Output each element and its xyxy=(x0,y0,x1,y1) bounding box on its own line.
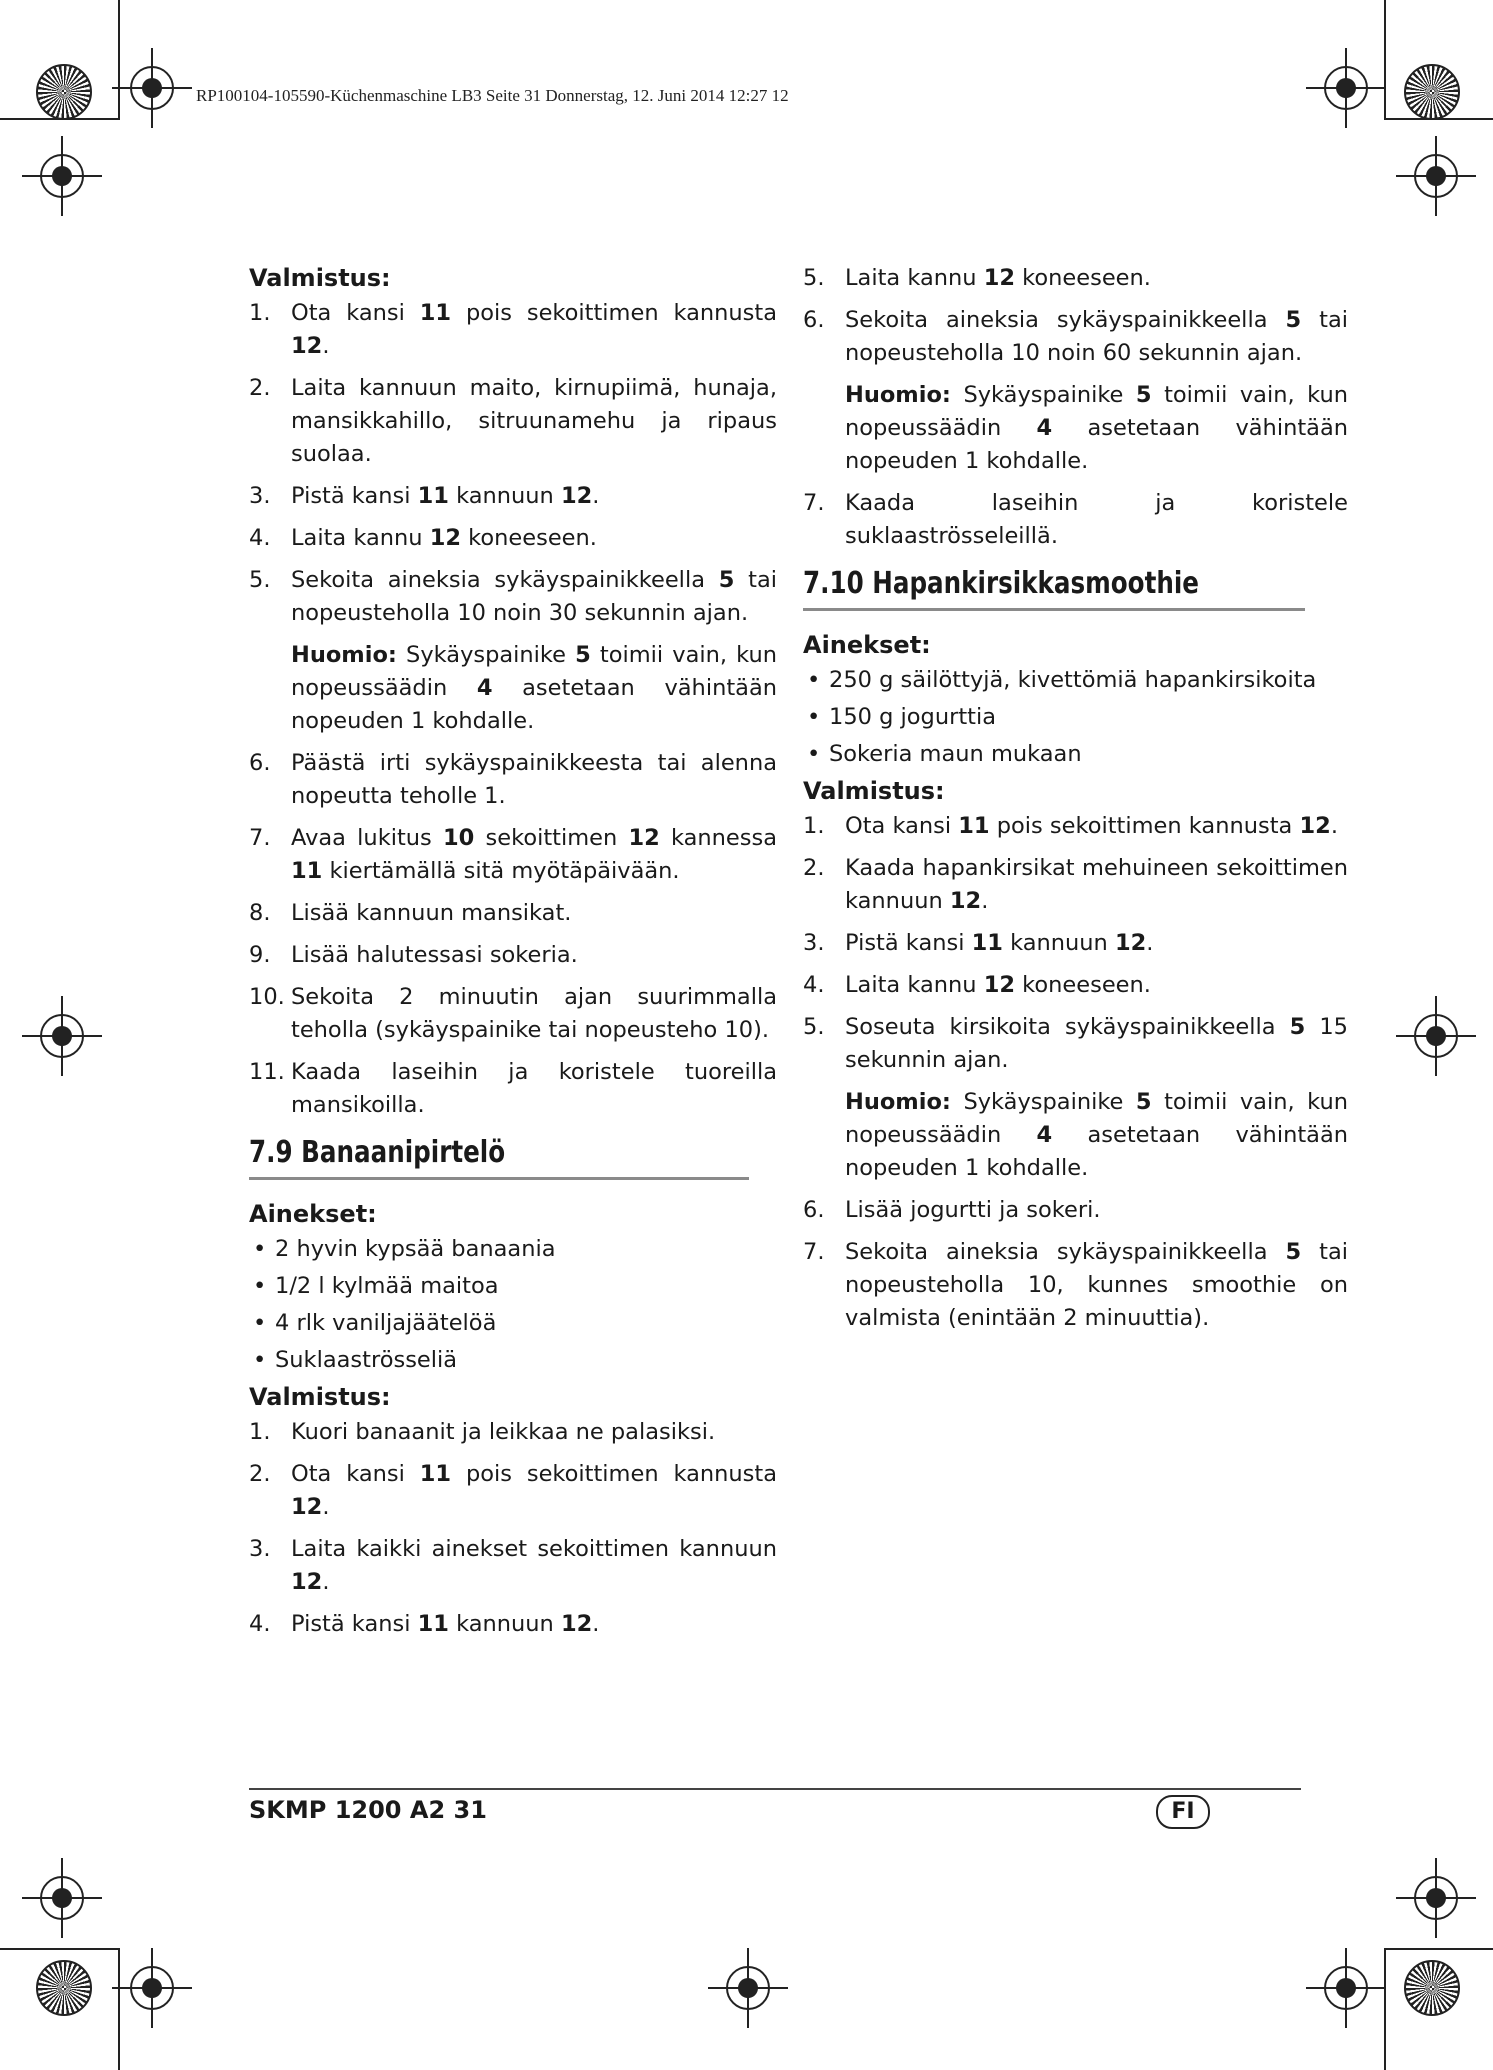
crop-mark xyxy=(0,1948,120,1950)
list-item: • 150 g jogurttia xyxy=(803,701,1348,734)
crop-mark xyxy=(118,0,120,120)
list-item: • 4 rlk vaniljajäätelöä xyxy=(249,1307,777,1340)
steps-list xyxy=(803,810,1348,1077)
step-number: 11. xyxy=(249,1059,285,1085)
step-number: 4. xyxy=(249,1611,271,1637)
note-text: Sykäyspainike 5 toimii vain, kun nopeussäädin 4 asetetaan vähintään nopeuden 1 kohdalle. xyxy=(845,382,1348,474)
step-text: Pistä kansi 11 kannuun 12. xyxy=(291,483,600,509)
step-number: 2. xyxy=(249,375,271,401)
steps-list xyxy=(803,1194,1348,1335)
step-number: 1. xyxy=(803,813,825,839)
list-item xyxy=(249,822,777,888)
left-column xyxy=(249,262,777,1650)
steps-list xyxy=(249,1416,777,1641)
list-item xyxy=(249,1416,777,1449)
step-number: 8. xyxy=(249,900,271,926)
step-number: 7. xyxy=(249,825,271,851)
step-number: 1. xyxy=(249,1419,271,1445)
list-item: • 1/2 l kylmää maitoa xyxy=(249,1270,777,1303)
section-title: 7.10 Hapankirsikkasmoothie xyxy=(803,566,1199,601)
starburst-mark-icon xyxy=(1404,1960,1460,2016)
ingredients-list xyxy=(249,1233,777,1377)
list-item: • Suklaaströsseliä xyxy=(249,1344,777,1377)
step-text: Kaada hapankirsikat mehuineen sekoittimen kannuun 12. xyxy=(845,855,1348,914)
list-item xyxy=(249,1056,777,1122)
step-number: 5. xyxy=(803,265,825,291)
step-text: Laita kannu 12 koneeseen. xyxy=(845,265,1151,291)
step-text: Ota kansi 11 pois sekoittimen kannusta 12. xyxy=(845,813,1338,839)
registration-mark-icon xyxy=(1324,1966,1368,2010)
list-item xyxy=(803,927,1348,960)
list-item xyxy=(249,747,777,813)
step-number: 3. xyxy=(249,483,271,509)
note xyxy=(249,639,777,738)
step-number: 6. xyxy=(803,307,825,333)
step-text: Sekoita 2 minuutin ajan suurimmalla teholla (sykäyspainike tai nopeusteho 10). xyxy=(291,984,777,1043)
list-item xyxy=(803,1011,1348,1077)
step-text: Kaada laseihin ja koristele tuoreilla mansikoilla. xyxy=(291,1059,777,1118)
list-item xyxy=(249,297,777,363)
ainekset-heading: Ainekset: xyxy=(249,1200,377,1228)
step-text: Lisää jogurtti ja sokeri. xyxy=(845,1197,1101,1223)
step-number: 7. xyxy=(803,490,825,516)
list-item xyxy=(249,372,777,471)
valmistus-heading: Valmistus: xyxy=(803,777,945,805)
starburst-mark-icon xyxy=(36,1960,92,2016)
step-text: Sekoita aineksia sykäyspainikkeella 5 tai nopeusteholla 10 noin 30 sekunnin ajan. xyxy=(291,567,778,626)
registration-mark-icon xyxy=(1414,1014,1458,1058)
registration-mark-icon xyxy=(40,1876,84,1920)
list-item: • 250 g säilöttyjä, kivettömiä hapankirsikoita xyxy=(803,664,1348,697)
step-number: 4. xyxy=(803,972,825,998)
step-text: Laita kannuun maito, kirnupiimä, hunaja, mansikkahillo, sitruunamehu ja ripaus suolaa. xyxy=(291,375,777,467)
step-text: Ota kansi 11 pois sekoittimen kannusta 12. xyxy=(291,1461,777,1520)
registration-mark-icon xyxy=(1414,1876,1458,1920)
crop-mark xyxy=(1384,1948,1493,1950)
step-number: 1. xyxy=(249,300,271,326)
step-number: 7. xyxy=(803,1239,825,1265)
list-item xyxy=(803,852,1348,918)
step-number: 6. xyxy=(249,750,271,776)
list-item xyxy=(803,304,1348,370)
step-text: Ota kansi 11 pois sekoittimen kannusta 12. xyxy=(291,300,777,359)
step-text: Avaa lukitus 10 sekoittimen 12 kannessa 11 kiertämällä sitä myötäpäivään. xyxy=(291,825,778,884)
step-number: 10. xyxy=(249,984,285,1010)
step-text: Pistä kansi 11 kannuun 12. xyxy=(291,1611,600,1637)
list-item xyxy=(249,939,777,972)
step-text: Päästä irti sykäyspainikkeesta tai alenna nopeutta teholle 1. xyxy=(291,750,777,809)
list-item xyxy=(803,487,1348,553)
list-item xyxy=(803,262,1348,295)
registration-mark-icon xyxy=(726,1966,770,2010)
step-number: 3. xyxy=(249,1536,271,1562)
step-text: Laita kannu 12 koneeseen. xyxy=(845,972,1151,998)
list-item xyxy=(249,1458,777,1524)
section-title: 7.9 Banaanipirtelö xyxy=(249,1135,506,1170)
note xyxy=(803,1086,1348,1185)
list-item xyxy=(249,1533,777,1599)
note-text: Sykäyspainike 5 toimii vain, kun nopeussäädin 4 asetetaan vähintään nopeuden 1 kohdalle. xyxy=(291,642,777,734)
registration-mark-icon xyxy=(130,66,174,110)
list-item xyxy=(249,981,777,1047)
steps-list xyxy=(803,262,1348,370)
ingredients-list xyxy=(803,664,1348,771)
steps-list xyxy=(249,297,777,630)
crop-mark xyxy=(1384,0,1386,120)
steps-list xyxy=(249,747,777,1122)
note xyxy=(803,379,1348,478)
step-number: 5. xyxy=(803,1014,825,1040)
step-number: 5. xyxy=(249,567,271,593)
registration-mark-icon xyxy=(130,1966,174,2010)
steps-list xyxy=(803,487,1348,553)
note-label: Huomio: xyxy=(845,1089,951,1115)
step-text: Lisää halutessasi sokeria. xyxy=(291,942,578,968)
section-rule xyxy=(803,608,1305,611)
note-text: Sykäyspainike 5 toimii vain, kun nopeussäädin 4 asetetaan vähintään nopeuden 1 kohdalle. xyxy=(845,1089,1348,1181)
list-item xyxy=(803,1194,1348,1227)
step-number: 9. xyxy=(249,942,271,968)
step-text: Sekoita aineksia sykäyspainikkeella 5 tai nopeusteholla 10, kunnes smoothie on valmista (enintään 2 minuuttia). xyxy=(845,1239,1349,1331)
step-text: Laita kannu 12 koneeseen. xyxy=(291,525,597,551)
valmistus-heading: Valmistus: xyxy=(249,1383,391,1411)
step-text: Pistä kansi 11 kannuun 12. xyxy=(845,930,1154,956)
step-text: Laita kaikki ainekset sekoittimen kannuun 12. xyxy=(291,1536,777,1595)
starburst-mark-icon xyxy=(36,64,92,120)
step-text: Kaada laseihin ja koristele suklaaströsseleillä. xyxy=(845,490,1348,549)
step-text: Soseuta kirsikoita sykäyspainikkeella 5 15 sekunnin ajan. xyxy=(845,1014,1348,1073)
step-text: Sekoita aineksia sykäyspainikkeella 5 tai nopeusteholla 10 noin 60 sekunnin ajan. xyxy=(845,307,1349,366)
list-item xyxy=(803,969,1348,1002)
registration-mark-icon xyxy=(1324,66,1368,110)
step-number: 2. xyxy=(249,1461,271,1487)
list-item xyxy=(803,810,1348,843)
registration-mark-icon xyxy=(40,154,84,198)
list-item xyxy=(249,1608,777,1641)
list-item: • Sokeria maun mukaan xyxy=(803,738,1348,771)
step-number: 3. xyxy=(803,930,825,956)
crop-mark xyxy=(118,1948,120,2070)
list-item: • 2 hyvin kypsää banaania xyxy=(249,1233,777,1266)
starburst-mark-icon xyxy=(1404,64,1460,120)
list-item xyxy=(803,1236,1348,1335)
step-number: 6. xyxy=(803,1197,825,1223)
right-column xyxy=(803,262,1348,1344)
list-item xyxy=(249,897,777,930)
footer-rule xyxy=(249,1788,1301,1790)
valmistus-heading: Valmistus: xyxy=(249,264,391,292)
list-item xyxy=(249,522,777,555)
step-text: Lisää kannuun mansikat. xyxy=(291,900,572,926)
step-number: 4. xyxy=(249,525,271,551)
ainekset-heading: Ainekset: xyxy=(803,631,931,659)
step-text: Kuori banaanit ja leikkaa ne palasiksi. xyxy=(291,1419,716,1445)
list-item xyxy=(249,480,777,513)
registration-mark-icon xyxy=(40,1014,84,1058)
print-slug: RP100104-105590-Küchenmaschine LB3 Seite 31 Donnerstag, 12. Juni 2014 12:27 12 xyxy=(196,86,789,105)
note-label: Huomio: xyxy=(845,382,951,408)
language-badge: FI xyxy=(1156,1795,1210,1829)
note-label: Huomio: xyxy=(291,642,397,668)
crop-mark xyxy=(1384,1948,1386,2070)
step-number: 2. xyxy=(803,855,825,881)
section-rule xyxy=(249,1177,749,1180)
list-item xyxy=(249,564,777,630)
footer-model: SKMP 1200 A2 31 xyxy=(249,1796,487,1824)
registration-mark-icon xyxy=(1414,154,1458,198)
